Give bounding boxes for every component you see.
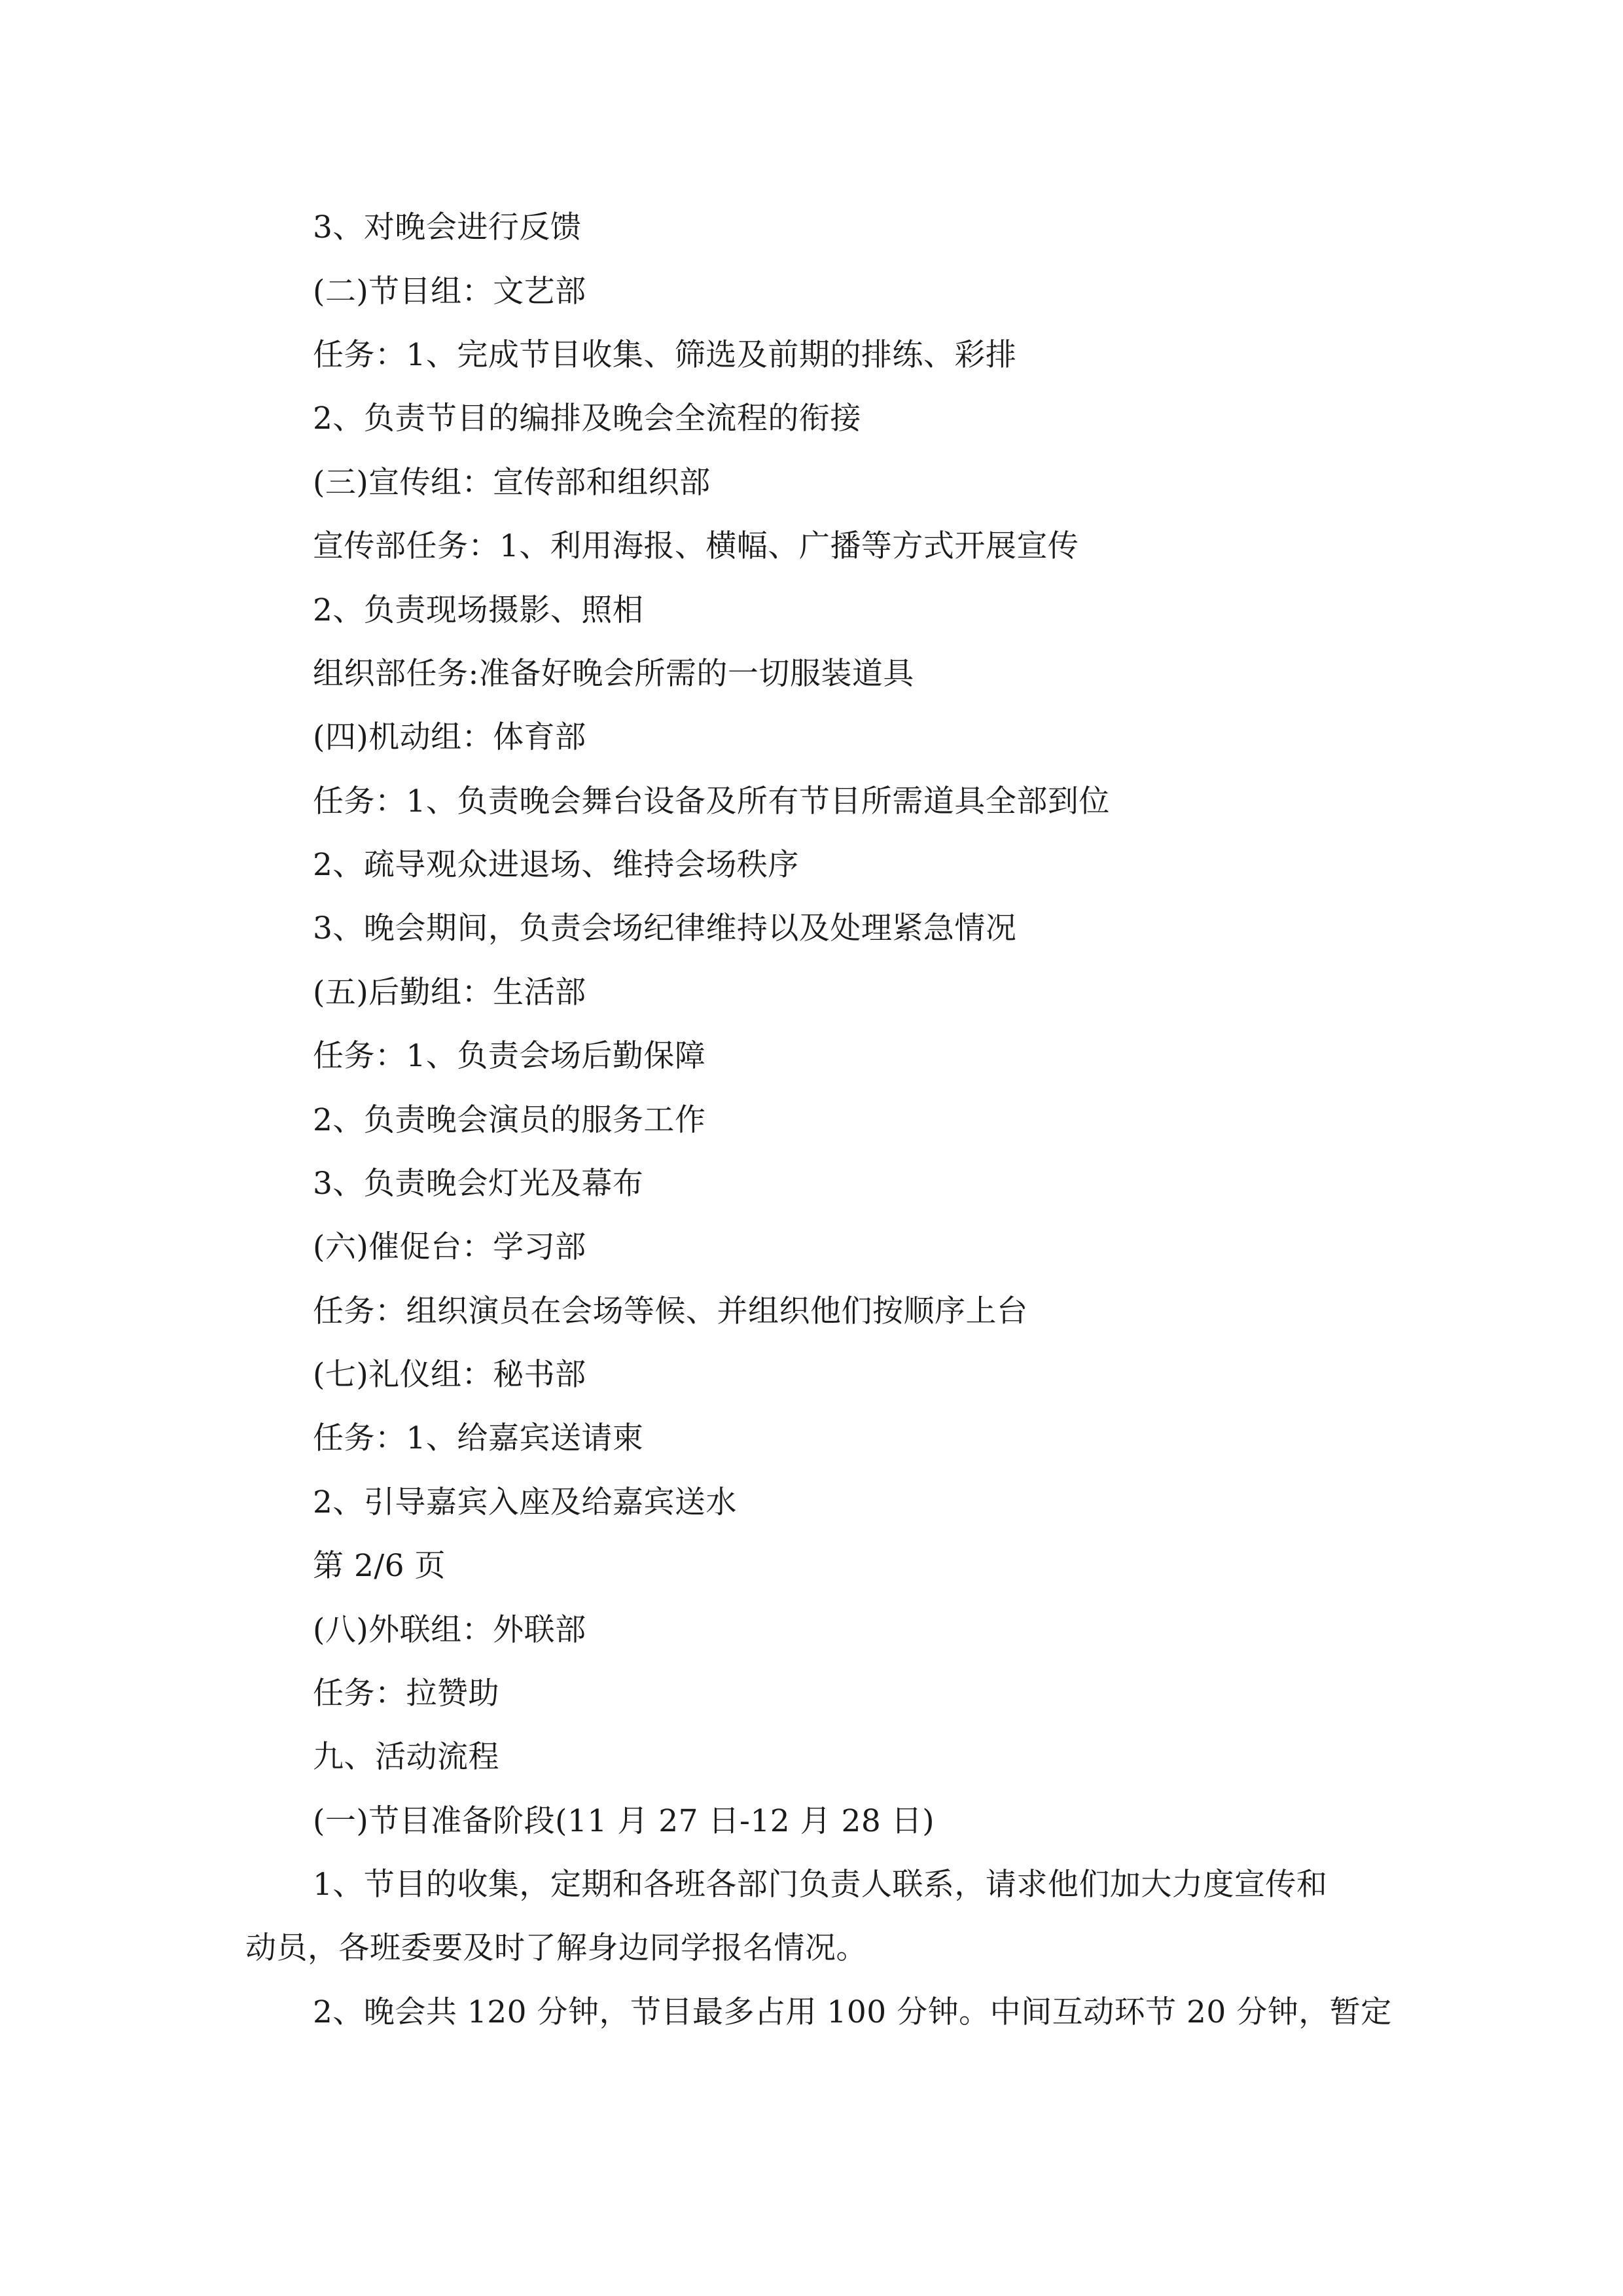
text-line: 3、负责晚会灯光及幕布 bbox=[313, 1166, 644, 1202]
text-line: 2、负责节目的编排及晚会全流程的衔接 bbox=[313, 401, 861, 437]
text-line: 任务：1、负责晚会舞台设备及所有节目所需道具全部到位 bbox=[313, 783, 1110, 819]
text-line: 宣传部任务：1、利用海报、横幅、广播等方式开展宣传 bbox=[313, 528, 1079, 564]
paragraph-line: 动员，各班委要及时了解身边同学报名情况。 bbox=[245, 1930, 867, 1966]
paragraph-line: 2、晚会共 120 分钟，节目最多占用 100 分钟。中间互动环节 20 分钟，暂定 bbox=[313, 1994, 1392, 2030]
text-line: 2、负责晚会演员的服务工作 bbox=[313, 1102, 706, 1138]
paragraph-line: 1、节目的收集，定期和各班各部门负责人联系，请求他们加大力度宣传和 bbox=[313, 1867, 1328, 1903]
text-line: 2、引导嘉宾入座及给嘉宾送水 bbox=[313, 1484, 737, 1520]
text-line: (一)节目准备阶段(11 月 27 日-12 月 28 日) bbox=[313, 1803, 935, 1839]
text-line: 2、负责现场摄影、照相 bbox=[313, 592, 644, 628]
text-line: 任务：1、完成节目收集、筛选及前期的排练、彩排 bbox=[313, 337, 1017, 373]
text-line: 任务：1、负责会场后勤保障 bbox=[313, 1038, 706, 1074]
text-line: (八)外联组：外联部 bbox=[313, 1612, 586, 1648]
text-line: 组织部任务:准备好晚会所需的一切服装道具 bbox=[313, 656, 914, 692]
text-line: 2、疏导观众进退场、维持会场秩序 bbox=[313, 847, 799, 883]
text-line: (七)礼仪组：秘书部 bbox=[313, 1357, 586, 1393]
text-line: 任务：拉赞助 bbox=[313, 1676, 499, 1712]
text-line: 3、晚会期间，负责会场纪律维持以及处理紧急情况 bbox=[313, 910, 1017, 946]
text-line: 任务：1、给嘉宾送请柬 bbox=[313, 1420, 644, 1456]
text-line: (三)宣传组：宣传部和组织部 bbox=[313, 465, 711, 501]
text-line: (二)节目组：文艺部 bbox=[313, 274, 586, 310]
text-line: 3、对晚会进行反馈 bbox=[313, 209, 582, 245]
text-line: 任务：组织演员在会场等候、并组织他们按顺序上台 bbox=[313, 1293, 1028, 1329]
text-line: (四)机动组：体育部 bbox=[313, 719, 586, 755]
text-line: (六)催促台：学习部 bbox=[313, 1229, 586, 1265]
page-number: 第 2/6 页 bbox=[313, 1548, 446, 1584]
text-line: (五)后勤组：生活部 bbox=[313, 975, 586, 1011]
section-heading: 九、活动流程 bbox=[313, 1739, 499, 1775]
